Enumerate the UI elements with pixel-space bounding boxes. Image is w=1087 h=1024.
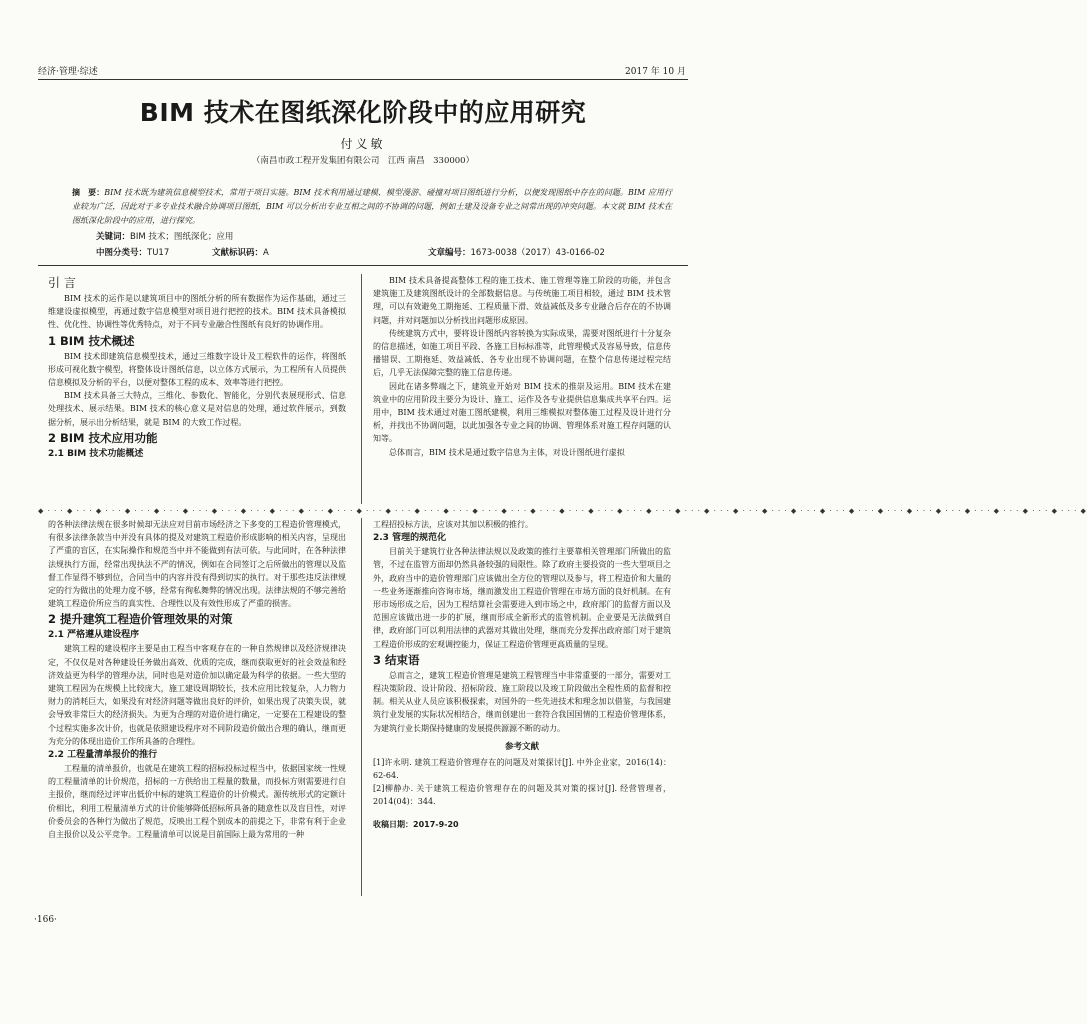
- paragraph: BIM 技术即建筑信息模型技术，通过三维数字设计及工程软件的运作，将图纸形成可视化数字模型，将整体设计图纸信息，以立体方式展示，为工程所有人员提供信息模拟及分析的平台，以便对整体工程的成本、效率等进行把控。: [48, 351, 346, 388]
- paragraph: 目前关于建筑行业各种法律法规以及政策的推行主要靠相关管理部门所做出的监管，不过在监管方面却仍然具备较强的局限性。除了政府主要投资的一些大型项目之外，政府当中的造价管理部门应该做出全方位的管理以及参与，将工程造价和大量的一些业务逐渐推向咨询市场，继而激发出工程造价管理在市场方面的良好机制。在有形市场形成之后，因为工程结算社会需要进入到市场之中，政府部门的监督方面以及范围应该做出进一步的扩展，继而形成全新形式的监管机制。企业要是无法做到自律，政府部门可以利用法律的武器对其做出处理，继而充分发挥出政府部门对于建筑工程造价形成的宏观调控能力，保证工程造价管理更高质量的呈现。: [373, 547, 671, 649]
- article-author: 付义敏: [340, 137, 386, 151]
- reference-item: [1]许永明. 建筑工程造价管理存在的问题及对策探讨[J]. 中外企业家，2016(14)：62-64.: [373, 758, 671, 781]
- lower-left-column: [48, 518, 346, 841]
- document-code: [212, 246, 269, 258]
- paragraph: 因此在诸多弊端之下，建筑业开始对 BIM 技术的推崇及运用。BIM 技术在建筑业中的应用阶段主要分为设计、施工、运作及各专业提供信息集成共享平台四。运用中，BIM 技术通过对施工图纸建模，利用三维模拟对整体施工过程及设计进行分析，并找出不协调问题，以此加强各专业之间的协调、管理体系对施工程存问题的认知等。: [373, 381, 671, 444]
- paragraph: 的各种法律法规在很多时候却无法应对目前市场经济之下多变的工程造价管理模式，有很多法律条款当中并没有具体的提及对建筑工程造价形成影响的相关内容，呈现出了严重的盲区，在实际操作和规范当中并不能做到有法可依。与此同时，在各种法律法规执行方面，经常出现执法不严的情况，例如在合同签订之后所做出的管理以及监督工作显得不够到位，合同当中的内容并没有得到切实的执行。对于那些违反法律规定的行为做出的处理力度不够，经常有徇私舞弊的情况出现。法律法规的不够完善给建筑工程造价所应当的真实性、合理性以及有效性形成了严重的损害。: [48, 520, 346, 609]
- section-heading-1: 1 BIM 技术概述: [48, 333, 135, 348]
- doc-code-label: 文献标识码：: [212, 248, 264, 258]
- reference-item: [2]柳静办. 关于建筑工程造价管理存在的问题及其对策的探讨[J]. 经营管理者，2014(04)：344.: [373, 784, 671, 807]
- article-no-label: 文章编号：: [428, 248, 471, 258]
- section-heading-intro: 引 言: [48, 276, 76, 290]
- clc-label: 中图分类号：: [96, 248, 148, 258]
- paragraph: 建筑工程的建设程序主要是由工程当中客观存在的一种自然规律以及经济规律决定，不仅仅是对各种建设任务做出高效、优质的完成，继而获取更好的社会效益和经济效益更为科学的管理办法，同时也是对造价加以确定最为科学的依据。一些大型的建筑工程因为在规模上比较庞大，施工建设周期较长，技术应用比较复杂，人力物力财力的消耗巨大，如果没有对经济问题等做出良好的评价，如果出现了决策失误，就会导致非常巨大的经济损失。为更为合理的对造价进行确定，一定要在工程建设的整个过程实施多次计价，也就是依照建设程序对不同阶段造价做出合理的确认，继而更为充分的体现出造价工作所具备的合理性。: [48, 644, 346, 746]
- keywords-label: 关键词：: [96, 232, 131, 242]
- header-rule: [38, 79, 688, 80]
- subsection-heading-2-1: 2.1 BIM 技术功能概述: [48, 448, 144, 459]
- paragraph: 传统建筑方式中，要将设计图纸内容转换为实际成果，需要对图纸进行十分复杂的信息描述，如施工项目平段、各施工目标标准等，此管理模式及容易导致，信息传播错误、工期拖延、效益减低、各专业出现不协调问题，在整个信息传递过程完结后，几乎无法保障完整的施工信息传递。: [373, 328, 671, 378]
- keywords-text: BIM 技术；图纸深化；应用: [130, 232, 234, 242]
- article-title: BIM 技术在图纸深化阶段中的应用研究: [139, 98, 587, 127]
- upper-right-column: [373, 274, 671, 459]
- paragraph: BIM 技术的运作是以建筑项目中的图纸分析的所有数据作为运作基础，通过三维建设虚拟模型，再通过数字信息模型对项目进行把控的技术。BIM 技术具备模拟性、优化性、协调性等优秀特点，对于不同专业融合性图纸有良好的协调作用。: [48, 294, 346, 330]
- abstract-rule: [38, 265, 688, 266]
- page-number: ·166·: [34, 915, 57, 925]
- paragraph: BIM 技术具备提高整体工程的施工技术、施工管理等施工阶段的功能，并包含建筑施工及建筑图纸设计的全部数据信息。与传统施工项目相较，通过 BIM 技术管理，可以有效避免工期拖延、工程质量下滑、效益减低及多专业融合后存在的不协调问题，并对问题加以分析找出问题形成原因。: [373, 276, 671, 325]
- clc-value: TU17: [147, 248, 170, 258]
- running-header-left: 经济·管理·综述: [38, 67, 98, 77]
- section-heading-3: 3 结束语: [373, 652, 420, 667]
- lower-right-column: [373, 518, 671, 831]
- abstract: [72, 185, 672, 228]
- references-title: 参考文献: [504, 741, 539, 752]
- subsection-heading-2-1-lower: 2.1 严格遵从建设程序: [48, 630, 140, 641]
- paragraph: 工程招投标方法，应该对其加以积极的推行。: [373, 520, 533, 529]
- section-heading-2-lower: 2 提升建筑工程造价管理效果的对策: [48, 612, 233, 627]
- article-number: [428, 246, 605, 258]
- article-separator: ◆ · · · ◆ · · · ◆ · · · ◆ · · · ◆ · · · ◆ · · · ◆ · · · ◆ · · · ◆ · · · ◆ · · · ◆ · · · ◆ · · · ◆ · · · ◆ · · · ◆ · · · ◆ · · · ◆ · · · ◆ · · · ◆ · · · ◆ · · · ◆ · · · ◆ · · · ◆ · · · ◆ · · · ◆ · · · ◆ · · · ◆ · · · ◆ · · · ◆ · · · ◆ · · · ◆ · · · ◆ · · · ◆ · · · ◆ · · · ◆ · · · ◆ · · · ◆: [38, 507, 1087, 515]
- keywords: [96, 230, 233, 242]
- doc-code-value: A: [263, 248, 269, 258]
- paragraph: 总体而言，BIM 技术是通过数字信息为主体，对设计图纸进行虚拟: [389, 447, 625, 457]
- clc-number: [96, 246, 169, 258]
- subsection-heading-2-3: 2.3 管理的规范化: [373, 533, 447, 544]
- abstract-label: 摘 要：: [72, 187, 105, 197]
- author-affiliation: （南昌市政工程开发集团有限公司 江西 南昌 330000）: [251, 156, 475, 166]
- received-date: 收稿日期：2017-9-20: [373, 820, 459, 830]
- paragraph: 工程量的清单报价，也就是在建筑工程的招标投标过程当中，依据国家统一性规的工程量清单的计价规范，招标的一方供给出工程量的数量，而投标方则需要进行自主报价，继而经过评审出低价中标的建筑工程造价的计价模式。源传统形式的定额计价相比，利用工程量清单方式的计价能够降低招标所具备的随意性以及盲目性，对评价委员会的各种行为做出了规范，反映出工程个别成本的前提之下，非常有利于企业自主报价以及公平竞争。工程量清单可以说是目前国际上最为常用的一种: [48, 764, 346, 840]
- section-heading-2: 2 BIM 技术应用功能: [48, 430, 158, 445]
- upper-left-column: [48, 274, 346, 461]
- column-divider-upper: [361, 274, 362, 504]
- subsection-heading-2-2: 2.2 工程量清单报价的推行: [48, 750, 158, 761]
- paragraph: 总而言之，建筑工程造价管理是建筑工程管理当中非常重要的一部分，需要对工程决策阶段、设计阶段、招标阶段、施工阶段以及竣工阶段做出全程性质的监督和控制。相关从业人员应该积极探索，对国外的一些先进技术和理念加以借鉴，与我国建筑行业发展的实际状况相结合，继而创建出一套符合我国国情的工程造价管理体系，为建筑行业长期保持健康的发展提供源源不断的动力。: [373, 670, 671, 733]
- paragraph: BIM 技术具备三大特点，三维化、参数化、智能化，分别代表展现形式、信息处理技术、展示结果。BIM 技术的核心意义是对信息的处理，通过软件展示，到数据分析，展示出分析结果，就是 BIM 的大致工作过程。: [48, 391, 346, 427]
- column-divider-lower: [361, 518, 362, 896]
- abstract-text: BIM 技术既为建筑信息模型技术，常用于项目实施。BIM 技术利用通过建模、模型漫游、碰撞对项目图纸进行分析，以便发现图纸中存在的问题。BIM 应用行业较为广泛，因此对于多专业技术融合协调项目图纸，BIM 可以分析出专业互相之间的不协调的问题，例如土建及设备专业之间常出现的冲突问题。本文就 BIM 技术在图纸深化阶段中的应用，进行探究。: [72, 188, 672, 225]
- article-no-value: 1673-0038（2017）43-0166-02: [470, 248, 605, 258]
- running-header-right: 2017 年 10 月: [625, 67, 686, 77]
